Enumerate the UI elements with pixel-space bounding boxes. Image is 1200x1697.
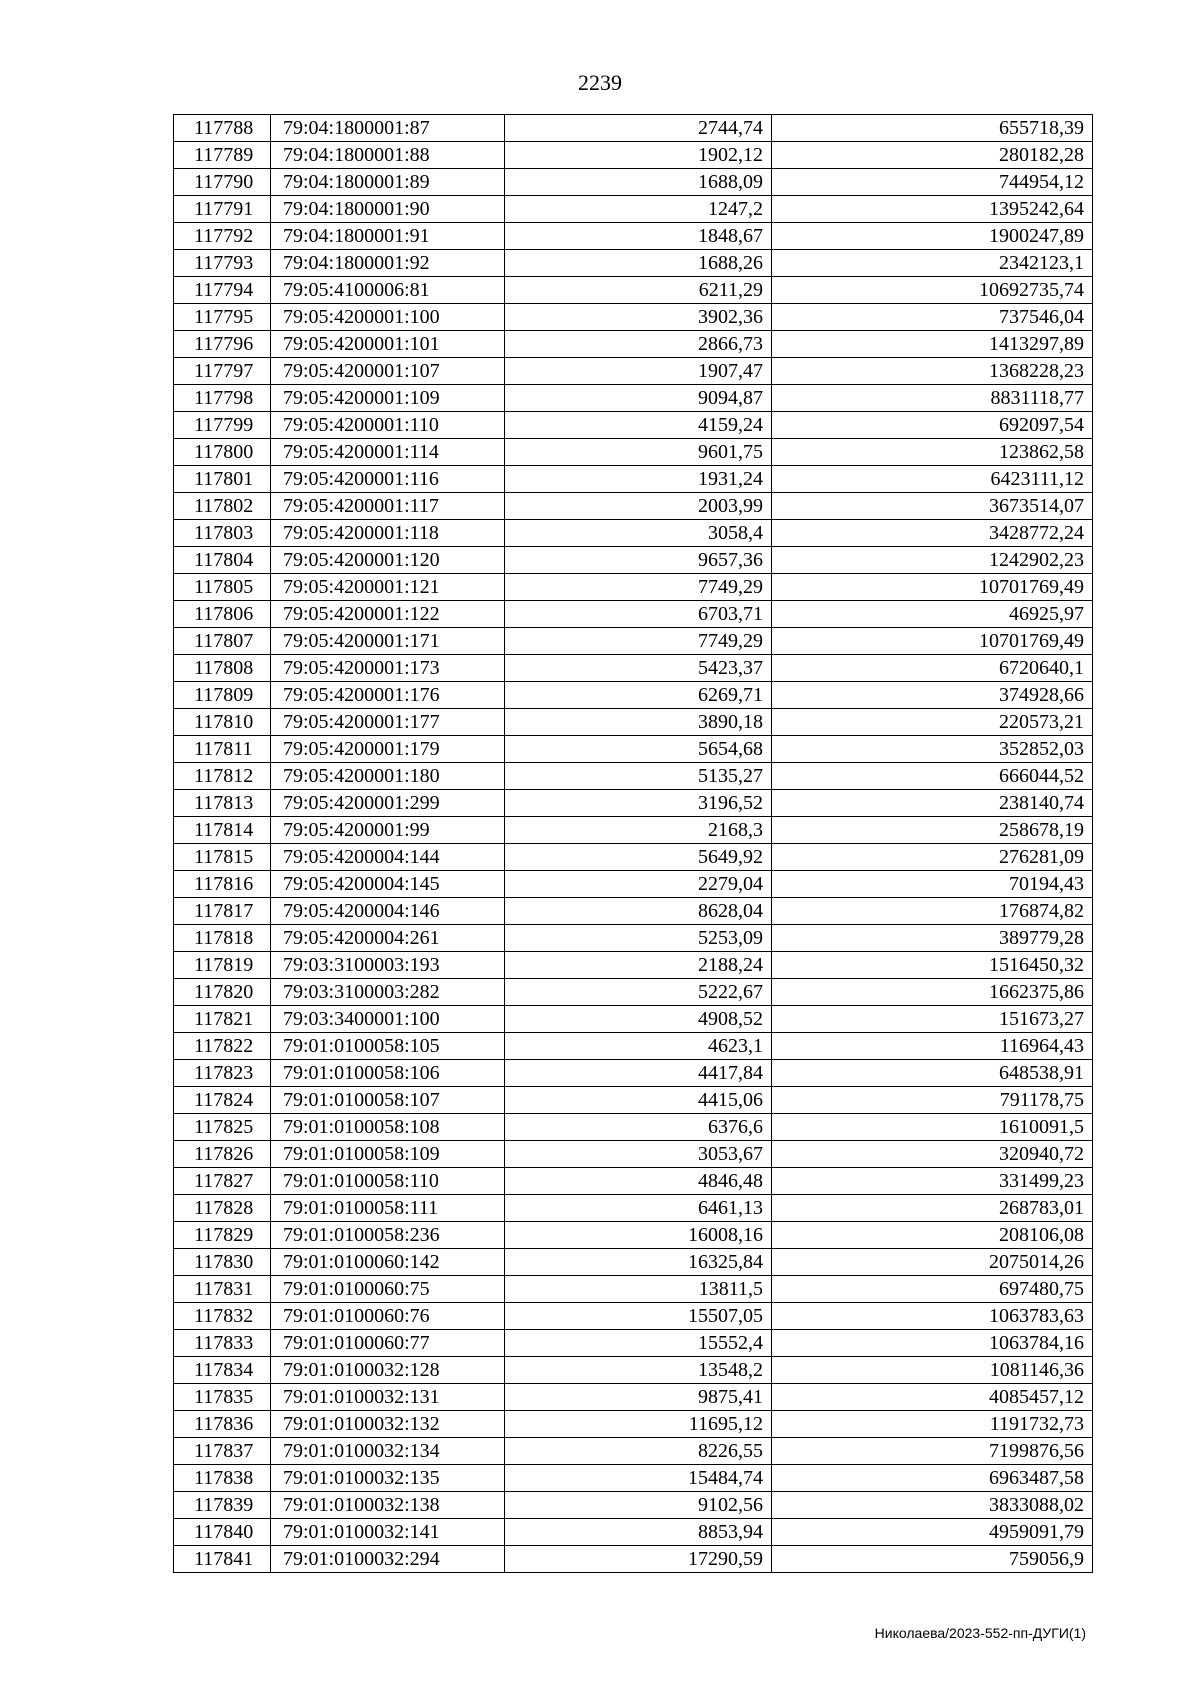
row-number-cell: 117799 [174,412,271,439]
cadastral-number-cell: 79:01:0100060:76 [271,1303,505,1330]
table-row [174,709,1093,736]
table-row [174,1492,1093,1519]
area-cell: 8628,04 [505,898,772,925]
area-cell: 9875,41 [505,1384,772,1411]
value-cell: 176874,82 [772,898,1093,925]
table-row [174,682,1093,709]
cadastral-number-cell: 79:01:0100058:110 [271,1168,505,1195]
table-row [174,385,1093,412]
area-cell: 3196,52 [505,790,772,817]
value-cell: 374928,66 [772,682,1093,709]
area-cell: 5649,92 [505,844,772,871]
area-cell: 17290,59 [505,1546,772,1573]
row-number-cell: 117811 [174,736,271,763]
area-cell: 4908,52 [505,1006,772,1033]
table-row [174,142,1093,169]
cadastral-number-cell: 79:04:1800001:92 [271,250,505,277]
value-cell: 46925,97 [772,601,1093,628]
cadastral-number-cell: 79:05:4200001:120 [271,547,505,574]
row-number-cell: 117830 [174,1249,271,1276]
area-cell: 4415,06 [505,1087,772,1114]
area-cell: 7749,29 [505,628,772,655]
area-cell: 3058,4 [505,520,772,547]
row-number-cell: 117837 [174,1438,271,1465]
area-cell: 5222,67 [505,979,772,1006]
row-number-cell: 117831 [174,1276,271,1303]
row-number-cell: 117797 [174,358,271,385]
row-number-cell: 117817 [174,898,271,925]
area-cell: 1688,09 [505,169,772,196]
area-cell: 1688,26 [505,250,772,277]
row-number-cell: 117841 [174,1546,271,1573]
value-cell: 655718,39 [772,115,1093,142]
value-cell: 737546,04 [772,304,1093,331]
page-number: 2239 [578,70,622,95]
area-cell: 15507,05 [505,1303,772,1330]
table-row [174,655,1093,682]
table-row [174,1249,1093,1276]
table-row [174,1519,1093,1546]
table-row [174,358,1093,385]
row-number-cell: 117794 [174,277,271,304]
area-cell: 2003,99 [505,493,772,520]
table-row [174,1411,1093,1438]
value-cell: 1063784,16 [772,1330,1093,1357]
area-cell: 6703,71 [505,601,772,628]
row-number-cell: 117790 [174,169,271,196]
area-cell: 1848,67 [505,223,772,250]
value-cell: 8831118,77 [772,385,1093,412]
area-cell: 4159,24 [505,412,772,439]
area-cell: 1931,24 [505,466,772,493]
table-row [174,1303,1093,1330]
row-number-cell: 117816 [174,871,271,898]
table-row [174,115,1093,142]
table-row [174,844,1093,871]
value-cell: 238140,74 [772,790,1093,817]
cadastral-number-cell: 79:03:3100003:193 [271,952,505,979]
table-row [174,1114,1093,1141]
row-number-cell: 117833 [174,1330,271,1357]
area-cell: 9601,75 [505,439,772,466]
row-number-cell: 117829 [174,1222,271,1249]
row-number-cell: 117840 [174,1519,271,1546]
value-cell: 2342123,1 [772,250,1093,277]
cadastral-number-cell: 79:05:4200004:146 [271,898,505,925]
area-cell: 5654,68 [505,736,772,763]
cadastral-number-cell: 79:05:4200001:171 [271,628,505,655]
area-cell: 15484,74 [505,1465,772,1492]
table-row [174,223,1093,250]
value-cell: 1610091,5 [772,1114,1093,1141]
value-cell: 3833088,02 [772,1492,1093,1519]
value-cell: 123862,58 [772,439,1093,466]
value-cell: 666044,52 [772,763,1093,790]
area-cell: 8226,55 [505,1438,772,1465]
value-cell: 10701769,49 [772,574,1093,601]
table-row [174,1141,1093,1168]
row-number-cell: 117809 [174,682,271,709]
cadastral-number-cell: 79:01:0100058:106 [271,1060,505,1087]
cadastral-number-cell: 79:05:4200001:110 [271,412,505,439]
cadastral-number-cell: 79:01:0100032:134 [271,1438,505,1465]
row-number-cell: 117805 [174,574,271,601]
table-row [174,331,1093,358]
value-cell: 1516450,32 [772,952,1093,979]
area-cell: 6269,71 [505,682,772,709]
value-cell: 4085457,12 [772,1384,1093,1411]
table-row [174,1330,1093,1357]
table-row [174,736,1093,763]
cadastral-number-cell: 79:04:1800001:90 [271,196,505,223]
row-number-cell: 117801 [174,466,271,493]
table-row [174,1168,1093,1195]
value-cell: 220573,21 [772,709,1093,736]
table-row [174,520,1093,547]
cadastral-number-cell: 79:05:4200001:101 [271,331,505,358]
area-cell: 8853,94 [505,1519,772,1546]
area-cell: 2744,74 [505,115,772,142]
row-number-cell: 117813 [174,790,271,817]
area-cell: 5423,37 [505,655,772,682]
cadastral-number-cell: 79:01:0100032:141 [271,1519,505,1546]
table-row [174,1546,1093,1573]
cadastral-number-cell: 79:05:4200001:180 [271,763,505,790]
row-number-cell: 117815 [174,844,271,871]
row-number-cell: 117798 [174,385,271,412]
area-cell: 13548,2 [505,1357,772,1384]
row-number-cell: 117828 [174,1195,271,1222]
area-cell: 2866,73 [505,331,772,358]
value-cell: 70194,43 [772,871,1093,898]
value-cell: 6423111,12 [772,466,1093,493]
table-row [174,1087,1093,1114]
row-number-cell: 117838 [174,1465,271,1492]
value-cell: 3673514,07 [772,493,1093,520]
row-number-cell: 117818 [174,925,271,952]
area-cell: 6461,13 [505,1195,772,1222]
table-row [174,1276,1093,1303]
value-cell: 10692735,74 [772,277,1093,304]
area-cell: 13811,5 [505,1276,772,1303]
value-cell: 3428772,24 [772,520,1093,547]
cadastral-number-cell: 79:04:1800001:89 [271,169,505,196]
cadastral-number-cell: 79:05:4200001:114 [271,439,505,466]
table-row [174,1033,1093,1060]
area-cell: 2279,04 [505,871,772,898]
value-cell: 1368228,23 [772,358,1093,385]
table-row [174,169,1093,196]
table-row [174,1438,1093,1465]
row-number-cell: 117839 [174,1492,271,1519]
area-cell: 16325,84 [505,1249,772,1276]
cadastral-number-cell: 79:01:0100058:109 [271,1141,505,1168]
row-number-cell: 117800 [174,439,271,466]
value-cell: 7199876,56 [772,1438,1093,1465]
cadastral-number-cell: 79:05:4200001:109 [271,385,505,412]
table-row [174,1465,1093,1492]
table-row [174,1195,1093,1222]
area-cell: 4623,1 [505,1033,772,1060]
row-number-cell: 117824 [174,1087,271,1114]
table-row [174,1357,1093,1384]
table-row [174,250,1093,277]
value-cell: 791178,75 [772,1087,1093,1114]
row-number-cell: 117806 [174,601,271,628]
table-row [174,304,1093,331]
value-cell: 692097,54 [772,412,1093,439]
area-cell: 9102,56 [505,1492,772,1519]
cadastral-number-cell: 79:05:4200001:100 [271,304,505,331]
row-number-cell: 117788 [174,115,271,142]
row-number-cell: 117814 [174,817,271,844]
value-cell: 151673,27 [772,1006,1093,1033]
value-cell: 1063783,63 [772,1303,1093,1330]
cadastral-number-cell: 79:01:0100058:111 [271,1195,505,1222]
row-number-cell: 117804 [174,547,271,574]
registry-table [173,114,1093,1573]
table-row [174,277,1093,304]
cadastral-number-cell: 79:01:0100032:128 [271,1357,505,1384]
table-row [174,493,1093,520]
area-cell: 3053,67 [505,1141,772,1168]
row-number-cell: 117793 [174,250,271,277]
area-cell: 6376,6 [505,1114,772,1141]
row-number-cell: 117826 [174,1141,271,1168]
value-cell: 268783,01 [772,1195,1093,1222]
area-cell: 9657,36 [505,547,772,574]
cadastral-number-cell: 79:05:4200004:145 [271,871,505,898]
table-row [174,763,1093,790]
cadastral-number-cell: 79:01:0100058:105 [271,1033,505,1060]
table-row [174,196,1093,223]
area-cell: 7749,29 [505,574,772,601]
row-number-cell: 117791 [174,196,271,223]
table-row [174,574,1093,601]
cadastral-number-cell: 79:05:4200001:122 [271,601,505,628]
cadastral-number-cell: 79:05:4200001:177 [271,709,505,736]
cadastral-number-cell: 79:01:0100032:135 [271,1465,505,1492]
table-row [174,466,1093,493]
area-cell: 11695,12 [505,1411,772,1438]
cadastral-number-cell: 79:03:3100003:282 [271,979,505,1006]
row-number-cell: 117820 [174,979,271,1006]
cadastral-number-cell: 79:04:1800001:91 [271,223,505,250]
cadastral-number-cell: 79:05:4200001:117 [271,493,505,520]
row-number-cell: 117803 [174,520,271,547]
cadastral-number-cell: 79:05:4200001:176 [271,682,505,709]
cadastral-number-cell: 79:01:0100032:138 [271,1492,505,1519]
row-number-cell: 117822 [174,1033,271,1060]
row-number-cell: 117835 [174,1384,271,1411]
row-number-cell: 117819 [174,952,271,979]
table-row [174,979,1093,1006]
cadastral-number-cell: 79:04:1800001:88 [271,142,505,169]
cadastral-number-cell: 79:01:0100060:77 [271,1330,505,1357]
table-row [174,925,1093,952]
row-number-cell: 117810 [174,709,271,736]
cadastral-number-cell: 79:05:4100006:81 [271,277,505,304]
row-number-cell: 117802 [174,493,271,520]
area-cell: 1907,47 [505,358,772,385]
value-cell: 2075014,26 [772,1249,1093,1276]
cadastral-number-cell: 79:01:0100032:294 [271,1546,505,1573]
value-cell: 280182,28 [772,142,1093,169]
value-cell: 648538,91 [772,1060,1093,1087]
area-cell: 4846,48 [505,1168,772,1195]
value-cell: 6963487,58 [772,1465,1093,1492]
value-cell: 759056,9 [772,1546,1093,1573]
row-number-cell: 117789 [174,142,271,169]
row-number-cell: 117808 [174,655,271,682]
row-number-cell: 117827 [174,1168,271,1195]
area-cell: 4417,84 [505,1060,772,1087]
cadastral-number-cell: 79:03:3400001:100 [271,1006,505,1033]
value-cell: 1900247,89 [772,223,1093,250]
registry-table-body [174,115,1093,1573]
value-cell: 1191732,73 [772,1411,1093,1438]
value-cell: 6720640,1 [772,655,1093,682]
value-cell: 258678,19 [772,817,1093,844]
cadastral-number-cell: 79:01:0100032:132 [271,1411,505,1438]
area-cell: 15552,4 [505,1330,772,1357]
table-row [174,817,1093,844]
row-number-cell: 117825 [174,1114,271,1141]
cadastral-number-cell: 79:01:0100060:142 [271,1249,505,1276]
value-cell: 116964,43 [772,1033,1093,1060]
table-row [174,1222,1093,1249]
row-number-cell: 117834 [174,1357,271,1384]
cadastral-number-cell: 79:05:4200001:179 [271,736,505,763]
value-cell: 744954,12 [772,169,1093,196]
value-cell: 208106,08 [772,1222,1093,1249]
table-row [174,898,1093,925]
cadastral-number-cell: 79:01:0100060:75 [271,1276,505,1303]
value-cell: 389779,28 [772,925,1093,952]
table-row [174,1006,1093,1033]
cadastral-number-cell: 79:05:4200001:118 [271,520,505,547]
value-cell: 276281,09 [772,844,1093,871]
cadastral-number-cell: 79:04:1800001:87 [271,115,505,142]
row-number-cell: 117807 [174,628,271,655]
cadastral-number-cell: 79:05:4200001:173 [271,655,505,682]
cadastral-number-cell: 79:05:4200004:261 [271,925,505,952]
area-cell: 1902,12 [505,142,772,169]
value-cell: 10701769,49 [772,628,1093,655]
row-number-cell: 117795 [174,304,271,331]
table-row [174,547,1093,574]
area-cell: 2168,3 [505,817,772,844]
cadastral-number-cell: 79:05:4200001:299 [271,790,505,817]
table-row [174,952,1093,979]
value-cell: 352852,03 [772,736,1093,763]
cadastral-number-cell: 79:05:4200001:116 [271,466,505,493]
cadastral-number-cell: 79:01:0100058:107 [271,1087,505,1114]
area-cell: 1247,2 [505,196,772,223]
row-number-cell: 117821 [174,1006,271,1033]
table-row [174,628,1093,655]
cadastral-number-cell: 79:05:4200001:121 [271,574,505,601]
table-row [174,790,1093,817]
area-cell: 5135,27 [505,763,772,790]
value-cell: 1662375,86 [772,979,1093,1006]
area-cell: 2188,24 [505,952,772,979]
table-row [174,439,1093,466]
row-number-cell: 117832 [174,1303,271,1330]
table-row [174,412,1093,439]
value-cell: 331499,23 [772,1168,1093,1195]
area-cell: 3890,18 [505,709,772,736]
row-number-cell: 117812 [174,763,271,790]
cadastral-number-cell: 79:05:4200004:144 [271,844,505,871]
area-cell: 6211,29 [505,277,772,304]
row-number-cell: 117836 [174,1411,271,1438]
value-cell: 697480,75 [772,1276,1093,1303]
value-cell: 1395242,64 [772,196,1093,223]
value-cell: 4959091,79 [772,1519,1093,1546]
footer-document-reference: Николаева/2023-552-пп-ДУГИ(1) [874,1625,1086,1641]
value-cell: 320940,72 [772,1141,1093,1168]
table-row [174,1060,1093,1087]
cadastral-number-cell: 79:01:0100032:131 [271,1384,505,1411]
value-cell: 1242902,23 [772,547,1093,574]
table-row [174,1384,1093,1411]
cadastral-number-cell: 79:05:4200001:99 [271,817,505,844]
area-cell: 9094,87 [505,385,772,412]
row-number-cell: 117792 [174,223,271,250]
row-number-cell: 117823 [174,1060,271,1087]
value-cell: 1413297,89 [772,331,1093,358]
table-row [174,871,1093,898]
cadastral-number-cell: 79:01:0100058:236 [271,1222,505,1249]
table-row [174,601,1093,628]
value-cell: 1081146,36 [772,1357,1093,1384]
row-number-cell: 117796 [174,331,271,358]
cadastral-number-cell: 79:05:4200001:107 [271,358,505,385]
cadastral-number-cell: 79:01:0100058:108 [271,1114,505,1141]
area-cell: 16008,16 [505,1222,772,1249]
area-cell: 5253,09 [505,925,772,952]
area-cell: 3902,36 [505,304,772,331]
